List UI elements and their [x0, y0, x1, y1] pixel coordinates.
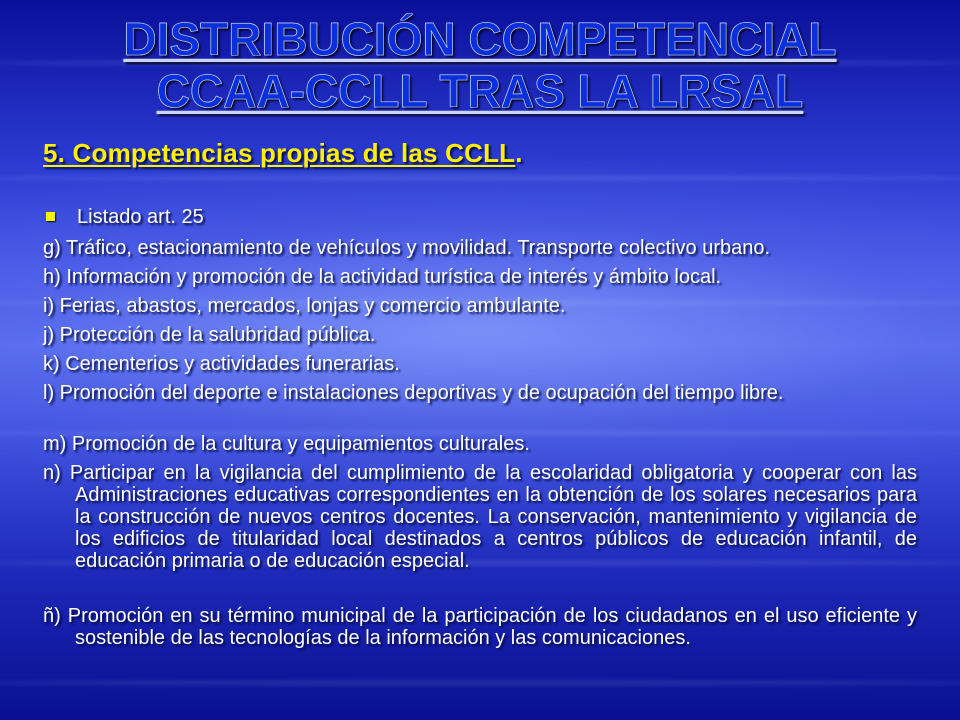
slide-title-line-2: CCAA-CCLL TRAS LA LRSAL: [156, 65, 804, 117]
section-heading: [43, 138, 523, 169]
list-item-g: g) Tráfico, estacionamiento de vehículos y movilidad. Transporte colectivo urbano.: [43, 237, 771, 259]
list-item-n-tilde: ñ) Promoción en su término municipal de la participación de los ciudadanos en el uso eficiente y sostenible de las tecnologías de la información y las comunicaciones.: [43, 605, 917, 649]
list-item-h: h) Información y promoción de la actividad turística de interés y ámbito local.: [43, 266, 722, 288]
slide-title-line-1: DISTRIBUCIÓN COMPETENCIAL: [123, 13, 837, 65]
bullet-label: Listado art. 25: [77, 206, 204, 228]
bullet-item: [43, 206, 204, 229]
section-heading-punct: .: [515, 138, 523, 168]
list-item-m: m) Promoción de la cultura y equipamientos culturales.: [43, 433, 530, 455]
list-item-n: n) Participar en la vigilancia del cumplimiento de la escolaridad obligatoria y cooperar con las Administraciones educativas correspondientes en la obtención de los solares necesarios para la construcción de nuevos centros docentes. La conservación, mantenimiento y vigilancia de los edificios de titularidad local destinados a centros públicos de educación infantil, de educación primaria o de educación especial.: [43, 462, 917, 572]
list-item-j: j) Protección de la salubridad pública.: [43, 324, 376, 346]
list-item-l: l) Promoción del deporte e instalaciones deportivas y de ocupación del tiempo libre.: [43, 382, 784, 404]
list-item-k: k) Cementerios y actividades funerarias.: [43, 353, 400, 375]
section-heading-text: 5. Competencias propias de las CCLL: [43, 138, 516, 168]
list-item-i: i) Ferias, abastos, mercados, lonjas y comercio ambulante.: [43, 295, 566, 317]
square-bullet-icon: [46, 212, 55, 221]
